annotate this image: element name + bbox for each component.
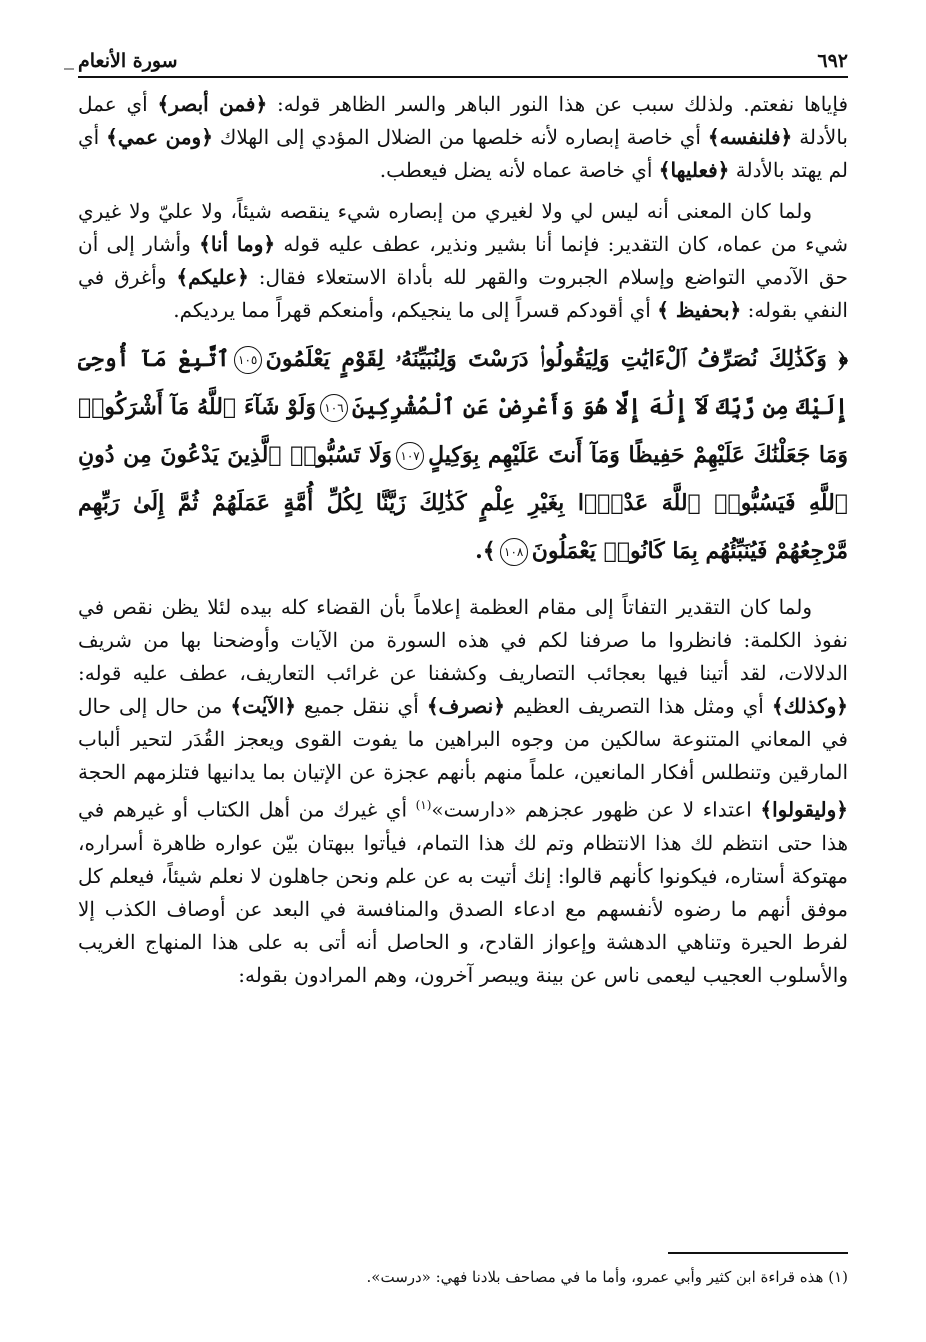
- quran-quote: ﴿الآيٰت﴾: [230, 694, 296, 718]
- text: أي خاصة عماه لأنه يضل فيعطب.: [379, 158, 659, 182]
- text: من حال إلى حال في المعاني المتنوعة سالكين من وجوه البراهين ما يفوت القوى ويعجز القُدَر لتحير ألباب المارقين وتنطلس أفكار المانعين، علماً منهم بأنهم عجزة عن الإتيان بما يدانيها فتلزمهم الحجة: [78, 694, 848, 784]
- text: ولما كان التقدير التفاتاً إلى مقام العظمة إعلاماً بأن القضاء كله بيده لئلا يظن نقص في نفوذ الكلمة: فانظروا ما صرفنا لكم في هذه السورة من الآيات وأوضحنا بها من شريف الدلالات، لقد أتينا فيها بعجائب التصاريف وكشفنا عن غرائب التعاريف، عطف عليه قوله:: [78, 595, 848, 685]
- verse-number-marker: ١٠٧: [396, 442, 424, 470]
- quran-quote: ﴿فعليها﴾: [658, 158, 730, 182]
- verse-number-marker: ١٠٦: [320, 394, 348, 422]
- footnote: [78, 1265, 848, 1289]
- footnote-mark: (١): [828, 1268, 848, 1286]
- verse-number-marker: ١٠٨: [500, 538, 528, 566]
- text: أي عمل بالأدلة: [78, 92, 848, 149]
- quran-quote: ﴿وما أنا﴾: [199, 232, 276, 256]
- verse-end: ﴾.: [475, 538, 496, 564]
- page-content: [78, 88, 848, 992]
- text: فإياها نفعتم. ولذلك سبب عن هذا النور الباهر والسر الظاهر قوله:: [267, 92, 849, 116]
- quran-verse-block: [78, 335, 848, 575]
- text: أي ومثل هذا التصريف العظيم: [504, 694, 772, 718]
- paragraph-1: [78, 88, 848, 187]
- verse-text: وَلَا تَسُبُّوا۟ ٱلَّذِينَ يَدْعُونَ مِن دُونِ ٱللَّهِ فَيَسُبُّوا۟ ٱللَّهَ عَدْوًۢا بِغَيْرِ عِلْمٍ كَذَٰلِكَ زَيَّنَّا لِكُلِّ أُمَّةٍ عَمَلَهُمْ ثُمَّ إِلَىٰ رَبِّهِم مَّرْجِعُهُمْ فَيُنَبِّئُهُم بِمَا كَانُوا۟ يَعْمَلُونَ: [78, 442, 848, 564]
- quran-quote: ﴿وكذلك﴾: [771, 694, 848, 718]
- surah-title: سورة الأنعام: [78, 50, 178, 72]
- text: أي أقودكم قسراً إلى ما ينجيكم، وأمنعكم قهراً مما يرديكم.: [173, 298, 658, 322]
- text: أي لم يهتد بالأدلة: [78, 125, 848, 182]
- quran-quote: ﴿عليكم﴾: [176, 265, 249, 289]
- quran-quote: ﴿فمن أبصر﴾: [157, 92, 268, 116]
- text: وأشار إلى أن حق الآدمي التواضع وإسلام الجبروت والقهر لله بأداة الاستعلاء فقال:: [78, 232, 849, 289]
- text: وأغرق في النفي بقوله:: [78, 265, 848, 322]
- text: ولما كان المعنى أنه ليس لي ولا لغيري من إبصاره شيء ينقصه شيئاً، ولا عليّ ولا غيري شيء من عماه، كان التقدير: فإنما أنا بشير ونذير، عطف عليه قوله: [78, 199, 848, 256]
- paragraph-3: [78, 591, 848, 992]
- quran-quote: ﴿وليقولوا﴾: [760, 797, 848, 822]
- paragraph-2: [78, 195, 848, 327]
- page-number: ٦٩٢: [817, 50, 848, 72]
- footnote-reference[interactable]: (١): [415, 798, 432, 812]
- verse-text: ٱتَّبِعْ مَآ أُوحِىَ إِلَيْكَ مِن رَّبِّكَ لَآ إِلَٰهَ إِلَّا هُوَ وَأَعْرِضْ عَنِ ٱلْمُشْرِكِينَ: [78, 346, 848, 420]
- page-header: [78, 46, 848, 78]
- quran-quote: ﴿فلنفسه﴾: [707, 125, 793, 149]
- quran-quote: ﴿بحفيظ ﴾: [657, 298, 742, 322]
- header-rule-tick: [64, 68, 74, 70]
- text: اعتداء لا عن ظهور عجزهم «دارست»: [431, 797, 761, 822]
- verse-number-marker: ١٠٥: [234, 346, 262, 374]
- verse-text: وَلَوْ شَآءَ ٱللَّهُ مَآ أَشْرَكُوا۟ وَمَا جَعَلْنَٰكَ عَلَيْهِمْ حَفِيظًا وَمَآ أَنتَ عَلَيْهِم بِوَكِيلٍ: [78, 394, 848, 468]
- footnote-text: هذه قراءة ابن كثير وأبي عمرو، وأما ما في مصاحف بلادنا فهي: «درست».: [366, 1268, 829, 1286]
- text: أي ننقل جميع: [295, 694, 427, 718]
- text: أي غيرك من أهل الكتاب أو غيرهم في هذا حتى انتظم لك هذا الانتظام وتم لك هذا التمام، فيأتوا ببهتان بيّن عواره ظاهرة أسراره، مهتوكة أستاره، فيكونوا كأنهم قالوا: إنك أتيت به عن علم ونحن جاهلون لا نعلم شيئاً، فيعلم كل موفق أنهم ما رضوه لأنفسهم مع ادعاء الصدق والمنافسة في البعد عن أوصاف الكذب إلا لفرط الحيرة وتناهي الدهشة وإعواز القادح، و الحاصل أنه أتى به على هذا المنهاج الغريب والأسلوب العجيب ليعمى ناس عن بينة ويبصر آخرون، وهم المرادون بقوله:: [78, 797, 848, 987]
- quran-quote: ﴿ومن عمي﴾: [106, 125, 213, 149]
- text: أي خاصة إبصاره لأنه خلصها من الضلال المؤدي إلى الهلاك: [212, 125, 708, 149]
- book-page: [78, 30, 848, 1320]
- quran-quote: ﴿نصرف﴾: [426, 694, 505, 718]
- verse-text: ﴿ وَكَذَٰلِكَ نُصَرِّفُ ٱلْءَايَٰتِ وَلِيَقُولُوا۟ دَرَسْتَ وَلِنُبَيِّنَهُۥ لِقَوْمٍ يَعْلَمُونَ: [265, 346, 848, 372]
- footnote-divider: [668, 1252, 848, 1254]
